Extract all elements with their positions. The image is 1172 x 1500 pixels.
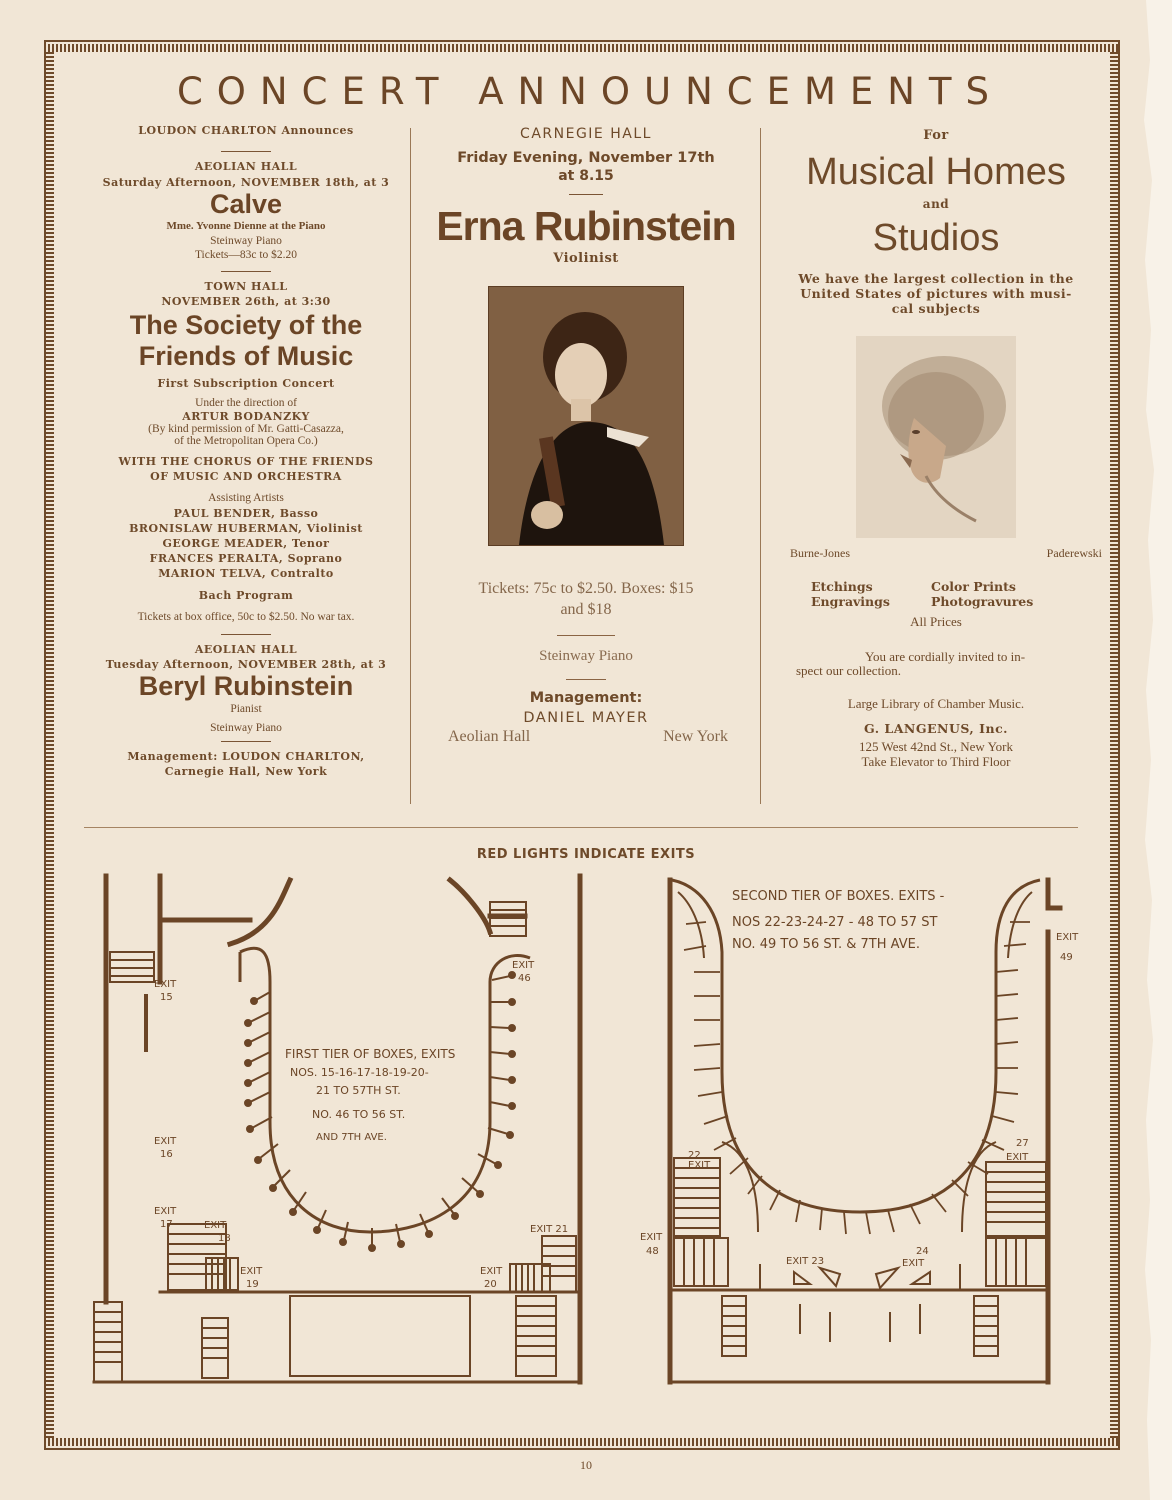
langenus-column <box>770 120 1102 769</box>
exit-24-number: 24 <box>916 1246 929 1257</box>
venue: AEOLIAN HALL <box>194 643 298 656</box>
first-tier-floor-plan <box>90 872 590 1392</box>
piano-note: Steinway Piano <box>210 234 282 247</box>
ad-conjunction: and <box>922 197 950 211</box>
plan1-note-line4: NO. 46 TO 56 ST. <box>312 1108 406 1121</box>
ticket-prices-line2: and $18 <box>560 601 612 618</box>
price-note: All Prices <box>910 614 962 629</box>
plan1-note-line3: 21 TO 57TH ST. <box>316 1084 401 1097</box>
management-label: Management: <box>529 690 643 706</box>
exit-18-number: 18 <box>218 1233 231 1244</box>
exit-15-number: 15 <box>160 992 173 1003</box>
chorus-line2: OF MUSIC AND ORCHESTRA <box>150 470 342 483</box>
ad-description-3: cal subjects <box>891 301 981 316</box>
library-note: Large Library of Chamber Music. <box>847 695 1025 711</box>
page-number: 10 <box>580 1458 592 1472</box>
event-date: Saturday Afternoon, NOVEMBER 18th, at 3 <box>102 176 390 189</box>
divider <box>557 635 615 636</box>
event-time: at 8.15 <box>558 168 614 184</box>
piano-note: Steinway Piano <box>210 721 282 734</box>
erna-rubinstein-column <box>418 120 754 746</box>
page-title: CONCERT ANNOUNCEMENTS <box>176 70 1004 113</box>
announcer: LOUDON CHARLTON Announces <box>138 124 354 137</box>
exit-15-label: EXIT <box>154 979 177 990</box>
exit-22-number: 22 <box>688 1150 701 1161</box>
exit-19-number: 19 <box>246 1279 259 1290</box>
exit-46-number: 46 <box>518 973 531 984</box>
assisting-label: Assisting Artists <box>208 492 284 504</box>
divider <box>221 271 271 272</box>
ad-description-1: We have the largest collection in the <box>798 271 1074 286</box>
divider <box>221 151 271 152</box>
exit-24-label: EXIT <box>902 1258 925 1269</box>
product-item: Etchings <box>811 579 873 594</box>
exit-27-label: EXIT <box>1006 1152 1029 1163</box>
exit-48-number: 48 <box>646 1246 659 1257</box>
permission-line1: (By kind permission of Mr. Gatti-Casazza, <box>148 423 344 435</box>
plan1-note-line2: NOS. 15-16-17-18-19-20- <box>290 1066 429 1079</box>
assisting-artist: GEORGE MEADER, Tenor <box>162 536 330 550</box>
assisting-artist: MARION TELVA, Contralto <box>158 566 334 580</box>
management-hall: Aeolian Hall <box>448 728 531 745</box>
program-name: Bach Program <box>198 588 294 602</box>
exit-17-number: 17 <box>160 1219 173 1230</box>
exit-19-label: EXIT <box>240 1266 263 1277</box>
divider <box>566 679 606 680</box>
product-item: Color Prints <box>931 579 1016 594</box>
artist-name: Erna Rubinstein <box>436 203 736 249</box>
conductor: ARTUR BODANZKY <box>182 410 310 423</box>
assisting-artist: FRANCES PERALTA, Soprano <box>149 551 343 565</box>
exit-lights-heading: RED LIGHTS INDICATE EXITS <box>476 847 696 862</box>
ticket-prices: Tickets—83c to $2.20 <box>194 249 298 261</box>
artist-role: Pianist <box>230 703 262 715</box>
artist-name: Beryl Rubinstein <box>138 671 354 701</box>
divider <box>569 194 603 195</box>
event-title-line1: The Society of the <box>129 309 363 340</box>
management-address <box>418 728 754 746</box>
venue: CARNEGIE HALL <box>520 126 652 142</box>
exit-17-label: EXIT <box>154 1206 177 1217</box>
event-date: Tuesday Afternoon, NOVEMBER 28th, at 3 <box>105 658 387 671</box>
plan1-note-line5: AND 7TH AVE. <box>316 1132 387 1143</box>
ad-description-2: United States of pictures with musi- <box>800 286 1072 301</box>
sketch-image <box>856 336 1016 538</box>
direction-label: Under the direction of <box>195 396 297 409</box>
invitation-line1: You are cordially invited to in- <box>864 648 1026 664</box>
ad-heading-2: Studios <box>872 217 1000 259</box>
exit-46-label: EXIT <box>512 960 535 971</box>
management-city: New York <box>663 728 728 745</box>
portrait-image <box>489 287 683 545</box>
caption-artist: Burne-Jones <box>790 546 850 560</box>
torn-edge <box>1124 0 1172 1500</box>
concert-subtitle: First Subscription Concert <box>157 376 335 390</box>
permission-line2: of the Metropolitan Opera Co.) <box>174 435 318 447</box>
chorus-line1: WITH THE CHORUS OF THE FRIENDS <box>118 455 374 468</box>
exit-16-label: EXIT <box>154 1136 177 1147</box>
exit-21-label: EXIT 21 <box>530 1224 569 1235</box>
management-line2: Carnegie Hall, New York <box>164 765 328 778</box>
exit-22-label: EXIT <box>688 1160 711 1171</box>
exit-27-number: 27 <box>1016 1138 1029 1149</box>
ad-heading-1: Musical Homes <box>806 151 1066 193</box>
event-date: NOVEMBER 26th, at 3:30 <box>161 294 331 308</box>
event-title-line2: Friends of Music <box>138 340 354 371</box>
column-divider <box>760 128 761 804</box>
product-list <box>770 579 1102 609</box>
loudon-charlton-column <box>88 120 404 778</box>
exit-49-number: 49 <box>1060 952 1073 963</box>
company-name: G. LANGENUS, Inc. <box>863 721 1009 736</box>
exit-49-label: EXIT <box>1056 932 1079 943</box>
artist-role: Violinist <box>553 251 619 266</box>
venue: AEOLIAN HALL <box>194 160 298 173</box>
invitation-line2: spect our collection. <box>796 663 902 678</box>
piano-note: Steinway Piano <box>539 648 633 664</box>
product-item: Engravings <box>811 594 890 609</box>
plan2-note-line3: NO. 49 TO 56 ST. & 7TH AVE. <box>732 937 920 952</box>
ticket-prices-line1: Tickets: 75c to $2.50. Boxes: $15 <box>478 580 694 597</box>
management-line1: Management: LOUDON CHARLTON, <box>127 750 365 763</box>
ad-intro: For <box>923 128 949 143</box>
plan2-note-line1: SECOND TIER OF BOXES. EXITS - <box>732 889 945 904</box>
exit-18-label: EXIT <box>204 1220 227 1231</box>
exit-48-label: EXIT <box>640 1232 663 1243</box>
assisting-artist: BRONISLAW HUBERMAN, Violinist <box>129 521 363 535</box>
section-divider <box>84 827 1078 828</box>
second-tier-floor-plan <box>640 872 1100 1392</box>
exit-16-number: 16 <box>160 1149 173 1160</box>
divider <box>221 634 271 635</box>
management-name: DANIEL MAYER <box>523 710 649 726</box>
company-address: 125 West 42nd St., New York <box>858 739 1013 754</box>
violinist-photo <box>488 286 684 546</box>
elevator-note: Take Elevator to Third Floor <box>861 753 1011 769</box>
exit-20-label: EXIT <box>480 1266 503 1277</box>
divider <box>221 741 271 742</box>
ticket-prices: Tickets at box office, 50c to $2.50. No war tax. <box>137 610 355 623</box>
event-date: Friday Evening, November 17th <box>457 150 715 166</box>
assisting-artist: PAUL BENDER, Basso <box>173 506 319 520</box>
column-divider <box>410 128 411 804</box>
venue: TOWN HALL <box>204 279 288 293</box>
artist-name: Calve <box>209 189 283 219</box>
exit-20-number: 20 <box>484 1279 497 1290</box>
portrait-captions <box>770 546 1102 561</box>
accompanist: Mme. Yvonne Dienne at the Piano <box>166 220 326 232</box>
paderewski-portrait <box>856 336 1016 538</box>
exit-23-label: EXIT 23 <box>786 1256 825 1267</box>
plan1-note-line1: FIRST TIER OF BOXES, EXITS <box>285 1047 456 1061</box>
caption-subject: Paderewski <box>1046 546 1102 560</box>
plan2-note-line2: NOS 22-23-24-27 - 48 TO 57 ST <box>732 915 938 930</box>
product-item: Photogravures <box>931 594 1034 609</box>
